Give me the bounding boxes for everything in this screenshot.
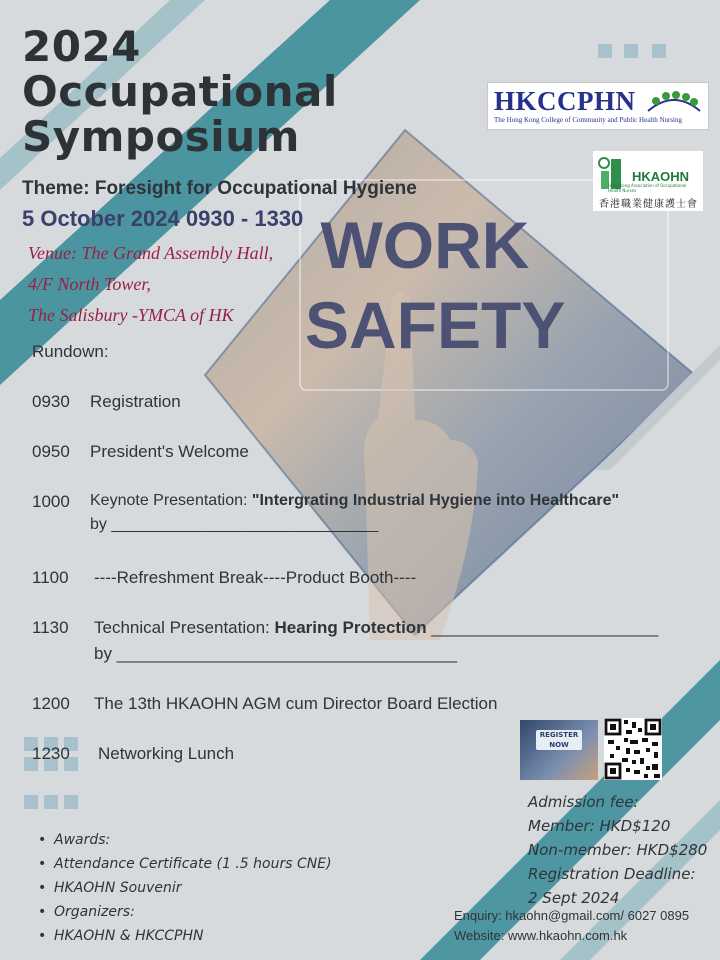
date-time: 5 October 2024 0930 - 1330 [22,206,304,231]
rundown-time: 0950 [32,442,70,461]
enquiry-text: Enquiry: hkaohn@gmail.com/ 6027 0895 [454,908,690,923]
list-item: • Organizers: [38,900,332,924]
list-item: • HKAOHN Souvenir [38,876,332,900]
hkaohn-chinese-name: 香港職業健康護士會 [599,199,698,210]
fee-member: Member: HKD$120 [528,817,671,835]
deco-square [652,44,666,58]
rundown-text: Registration [90,392,181,411]
people-icon [646,87,702,113]
deco-square [598,44,612,58]
rundown-time: 1100 [32,568,69,587]
keynote-title: "Intergrating Industrial Hygiene into Healthcare" [251,492,620,509]
venue-line3: The Salisbury -YMCA of HK [28,305,234,325]
sign-line2: SAFETY [305,288,566,362]
admission-fee [528,790,707,910]
rundown-text: President's Welcome [90,442,249,461]
rundown-text: Keynote Presentation: [90,492,252,509]
deadline-label: Registration Deadline: [528,865,696,883]
page-title [22,24,338,159]
hkccphn-subtitle: The Hong Kong College of Community and Public Health Nursing [494,116,683,124]
deco-square [624,44,638,58]
register-now-button[interactable]: REGISTER NOW [536,730,582,750]
hkaohn-subtitle: Hong Kong Association of Occupational Health Nurses [608,183,687,193]
qr-code[interactable] [604,718,662,780]
rundown-time: 1230 [32,744,70,763]
list-item: • Awards: [38,828,332,852]
work-safety-sign [305,205,566,365]
rundown-text: The 13th HKAOHN AGM cum Director Board Election [94,694,498,713]
fee-non-member: Non-member: HKD$280 [528,841,708,859]
title-year: 2024 [22,22,141,71]
rundown-time: 1130 [32,618,69,637]
title-blank: ________________________ [426,618,659,637]
rundown-text: Networking Lunch [98,744,235,763]
rundown-time: 1200 [32,694,70,713]
rundown-time: 0930 [32,392,70,411]
rundown-time: 1000 [32,492,70,511]
awards-list [38,828,332,948]
theme-text: Theme: Foresight for Occupational Hygiene [22,178,417,199]
venue-line1: Venue: The Grand Assembly Hall, [28,243,274,263]
qr-code-icon [604,718,662,780]
hkccphn-name: HKCCPHN [494,86,636,116]
register-now-image[interactable] [520,720,598,780]
fee-heading: Admission fee: [528,793,639,811]
rundown-heading: Rundown: [32,342,109,361]
rundown-text: Technical Presentation: [94,618,275,637]
technical-title: Hearing Protection [274,618,427,637]
speaker-blank: by ______________________________ [90,516,379,533]
rundown-text: ----Refreshment Break----Product Booth---- [94,568,417,587]
hkccphn-logo [487,82,709,130]
hkaohn-logo [593,151,703,211]
title-line3: Symposium [22,112,300,161]
speaker-blank: by ____________________________________ [94,644,458,663]
venue-line2: 4/F North Tower, [28,274,151,294]
list-item: • Attendance Certificate (1 .5 hours CNE) [38,852,332,876]
venue [28,238,273,331]
deadline-date: 2 Sept 2024 [528,889,620,907]
list-item: • HKAOHN & HKCCPHN [38,924,332,948]
contact-info [454,906,689,946]
sign-line1: WORK [320,208,530,282]
website-text: Website: www.hkaohn.com.hk [454,928,628,943]
hkaohn-name: HKAOHN [632,169,690,184]
title-line2: Occupational [22,67,338,116]
